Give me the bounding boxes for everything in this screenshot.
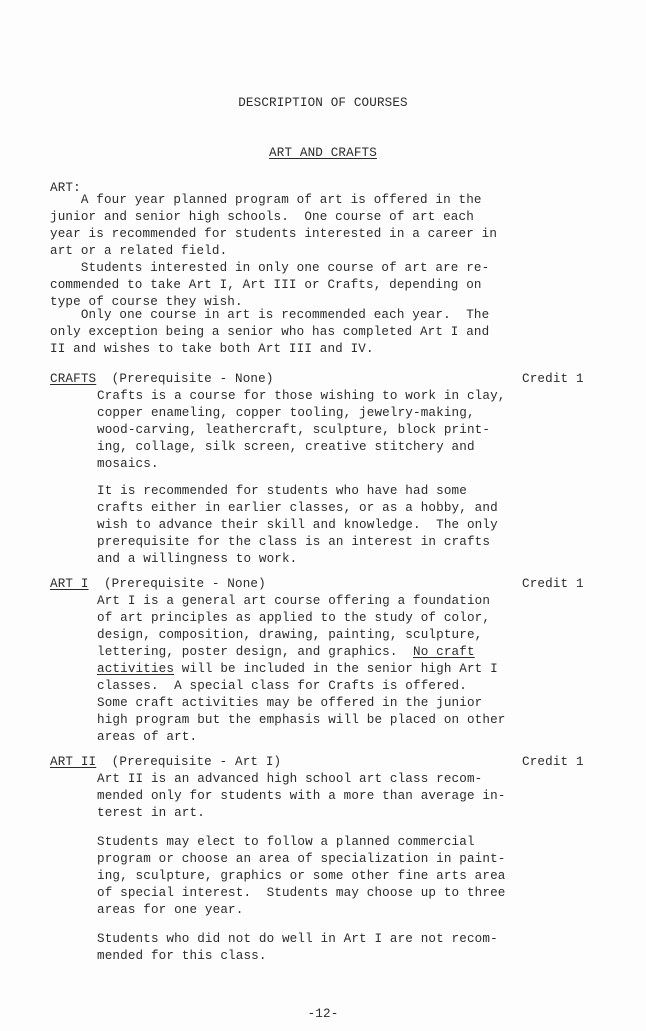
art2-credit: Credit 1 [522,755,584,769]
intro-line: junior and senior high schools. One course of art each [50,210,474,224]
art2-line: terest in art. [97,806,205,820]
page-number: -12- [307,1007,339,1021]
crafts-line: It is recommended for students who have had some [97,484,467,498]
crafts-heading [50,371,274,387]
intro-line: Only one course in art is recommended each year. The [50,308,490,322]
art2-line: Students who did not do well in Art I are not recom- [97,932,498,946]
art1-prerequisite: (Prerequisite - None) [103,577,266,591]
art1-line [97,661,498,677]
intro-line: art or a related field. [50,244,228,258]
document-title: DESCRIPTION OF COURSES [238,96,408,110]
art2-line: mended only for students with a more than average in- [97,789,506,803]
art1-line: design, composition, drawing, painting, sculpture, [97,628,483,642]
art1-line: high program but the emphasis will be placed on other [97,713,506,727]
intro-line: II and wishes to take both Art III and IV. [50,342,374,356]
art1-line-text: lettering, poster design, and graphics. [97,645,414,659]
crafts-line: mosaics. [97,457,159,471]
art2-line: Students may elect to follow a planned commercial [97,835,475,849]
crafts-line: ing, collage, silk screen, creative stitchery and [97,440,475,454]
art1-line: Some craft activities may be offered in the junior [97,696,483,710]
crafts-line: copper enameling, copper tooling, jewelry-making, [97,406,475,420]
art1-line: areas of art. [97,730,198,744]
art1-line: of art principles as applied to the study of color, [97,611,491,625]
intro-line: commended to take Art I, Art III or Crafts, depending on [50,278,482,292]
intro-line: Students interested in only one course of art are re- [50,261,490,275]
crafts-line: Crafts is a course for those wishing to work in clay, [97,389,506,403]
art2-line: Art II is an advanced high school art class recom- [97,772,483,786]
art2-line: ing, sculpture, graphics or some other fine arts area [97,869,506,883]
crafts-line: crafts either in earlier classes, or as a hobby, and [97,501,498,515]
crafts-line: wish to advance their skill and knowledge. The only [97,518,498,532]
crafts-prerequisite: (Prerequisite - None) [111,372,274,386]
art2-line: areas for one year. [97,903,244,917]
art1-name: ART I [50,577,89,591]
intro-line: only exception being a senior who has completed Art I and [50,325,490,339]
art1-underlined-text: activities [97,662,175,676]
crafts-line: wood-carving, leathercraft, sculpture, block print- [97,423,491,437]
art1-underlined-text: No craft [413,645,475,659]
crafts-line: and a willingness to work. [97,552,298,566]
art-label: ART: [50,181,81,195]
art1-line [97,644,475,660]
art1-credit: Credit 1 [522,577,584,591]
art1-line: Art I is a general art course offering a foundation [97,594,491,608]
crafts-name: CRAFTS [50,372,97,386]
intro-line: type of course they wish. [50,295,243,309]
intro-line: A four year planned program of art is offered in the [50,193,482,207]
crafts-credit: Credit 1 [522,372,584,386]
art2-line: of special interest. Students may choose up to three [97,886,506,900]
art2-line: mended for this class. [97,949,267,963]
art2-line: program or choose an area of specialization in paint- [97,852,506,866]
art2-name: ART II [50,755,97,769]
art1-line-text: will be included in the senior high Art I [174,662,498,676]
intro-line: year is recommended for students interested in a career in [50,227,498,241]
art1-heading [50,576,266,592]
crafts-line: prerequisite for the class is an interest in crafts [97,535,491,549]
art2-prerequisite: (Prerequisite - Art I) [111,755,282,769]
art2-heading [50,754,281,770]
section-title: ART AND CRAFTS [269,146,377,160]
art1-line: classes. A special class for Crafts is offered. [97,679,467,693]
